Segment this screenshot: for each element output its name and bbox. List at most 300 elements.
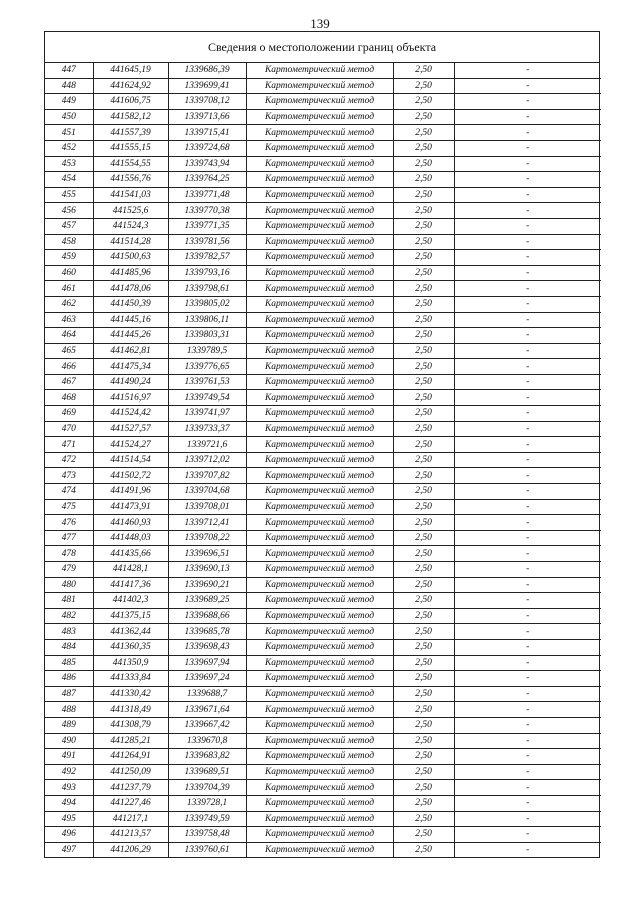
method-cell: Картометрический метод [246, 250, 393, 266]
accuracy-cell: 2,50 [393, 811, 454, 827]
accuracy-cell: 2,50 [393, 374, 454, 390]
accuracy-cell: 2,50 [393, 468, 454, 484]
y-coordinate-cell: 1339715,41 [168, 125, 246, 141]
y-coordinate-cell: 1339764,25 [168, 172, 246, 188]
point-number-cell: 465 [45, 343, 93, 359]
description-cell: - [454, 109, 601, 125]
table-row [45, 78, 601, 94]
y-coordinate-cell: 1339688,7 [168, 686, 246, 702]
x-coordinate-cell: 441227,46 [93, 795, 168, 811]
accuracy-cell: 2,50 [393, 764, 454, 780]
x-coordinate-cell: 441500,63 [93, 250, 168, 266]
method-cell: Картометрический метод [246, 608, 393, 624]
method-cell: Картометрический метод [246, 203, 393, 219]
table-row [45, 281, 601, 297]
x-coordinate-cell: 441554,55 [93, 156, 168, 172]
accuracy-cell: 2,50 [393, 421, 454, 437]
y-coordinate-cell: 1339749,59 [168, 811, 246, 827]
point-number-cell: 461 [45, 281, 93, 297]
method-cell: Картометрический метод [246, 780, 393, 796]
x-coordinate-cell: 441485,96 [93, 265, 168, 281]
table-row [45, 250, 601, 266]
table-row [45, 639, 601, 655]
method-cell: Картометрический метод [246, 125, 393, 141]
method-cell: Картометрический метод [246, 499, 393, 515]
method-cell: Картометрический метод [246, 749, 393, 765]
table-row [45, 655, 601, 671]
y-coordinate-cell: 1339670,8 [168, 733, 246, 749]
description-cell: - [454, 827, 601, 843]
x-coordinate-cell: 441478,06 [93, 281, 168, 297]
point-number-cell: 489 [45, 717, 93, 733]
x-coordinate-cell: 441360,35 [93, 639, 168, 655]
y-coordinate-cell: 1339698,43 [168, 639, 246, 655]
accuracy-cell: 2,50 [393, 203, 454, 219]
accuracy-cell: 2,50 [393, 577, 454, 593]
table-row [45, 593, 601, 609]
table-row [45, 562, 601, 578]
point-number-cell: 488 [45, 702, 93, 718]
description-cell: - [454, 624, 601, 640]
point-number-cell: 469 [45, 406, 93, 422]
point-number-cell: 468 [45, 390, 93, 406]
point-number-cell: 478 [45, 546, 93, 562]
table-row [45, 63, 601, 78]
description-cell: - [454, 406, 601, 422]
point-number-cell: 492 [45, 764, 93, 780]
accuracy-cell: 2,50 [393, 250, 454, 266]
table-row [45, 359, 601, 375]
table-row [45, 234, 601, 250]
description-cell: - [454, 749, 601, 765]
x-coordinate-cell: 441490,24 [93, 374, 168, 390]
method-cell: Картометрический метод [246, 328, 393, 344]
description-cell: - [454, 780, 601, 796]
table-row [45, 452, 601, 468]
table-row [45, 187, 601, 203]
description-cell: - [454, 359, 601, 375]
method-cell: Картометрический метод [246, 234, 393, 250]
accuracy-cell: 2,50 [393, 608, 454, 624]
table-row [45, 624, 601, 640]
y-coordinate-cell: 1339704,39 [168, 780, 246, 796]
x-coordinate-cell: 441514,54 [93, 452, 168, 468]
x-coordinate-cell: 441541,03 [93, 187, 168, 203]
point-number-cell: 454 [45, 172, 93, 188]
x-coordinate-cell: 441460,93 [93, 515, 168, 531]
x-coordinate-cell: 441375,15 [93, 608, 168, 624]
y-coordinate-cell: 1339743,94 [168, 156, 246, 172]
point-number-cell: 464 [45, 328, 93, 344]
accuracy-cell: 2,50 [393, 624, 454, 640]
table-row [45, 795, 601, 811]
x-coordinate-cell: 441417,36 [93, 577, 168, 593]
description-cell: - [454, 374, 601, 390]
table-row [45, 827, 601, 843]
x-coordinate-cell: 441333,84 [93, 671, 168, 687]
method-cell: Картометрический метод [246, 795, 393, 811]
accuracy-cell: 2,50 [393, 484, 454, 500]
method-cell: Картометрический метод [246, 437, 393, 453]
method-cell: Картометрический метод [246, 827, 393, 843]
accuracy-cell: 2,50 [393, 780, 454, 796]
accuracy-cell: 2,50 [393, 406, 454, 422]
point-number-cell: 487 [45, 686, 93, 702]
point-number-cell: 450 [45, 109, 93, 125]
table-row [45, 515, 601, 531]
table-row [45, 94, 601, 110]
method-cell: Картометрический метод [246, 733, 393, 749]
point-number-cell: 495 [45, 811, 93, 827]
coordinates-table [45, 63, 601, 857]
x-coordinate-cell: 441473,91 [93, 499, 168, 515]
method-cell: Картометрический метод [246, 639, 393, 655]
y-coordinate-cell: 1339712,02 [168, 452, 246, 468]
point-number-cell: 491 [45, 749, 93, 765]
method-cell: Картометрический метод [246, 842, 393, 857]
table-row [45, 328, 601, 344]
accuracy-cell: 2,50 [393, 795, 454, 811]
table-row [45, 265, 601, 281]
table-row [45, 499, 601, 515]
description-cell: - [454, 421, 601, 437]
y-coordinate-cell: 1339733,37 [168, 421, 246, 437]
x-coordinate-cell: 441362,44 [93, 624, 168, 640]
accuracy-cell: 2,50 [393, 187, 454, 203]
description-cell: - [454, 312, 601, 328]
page-number: 139 [310, 16, 330, 31]
x-coordinate-cell: 441514,28 [93, 234, 168, 250]
x-coordinate-cell: 441462,81 [93, 343, 168, 359]
description-cell: - [454, 764, 601, 780]
point-number-cell: 484 [45, 639, 93, 655]
method-cell: Картометрический метод [246, 671, 393, 687]
accuracy-cell: 2,50 [393, 530, 454, 546]
accuracy-cell: 2,50 [393, 140, 454, 156]
y-coordinate-cell: 1339685,78 [168, 624, 246, 640]
method-cell: Картометрический метод [246, 577, 393, 593]
y-coordinate-cell: 1339708,12 [168, 94, 246, 110]
description-cell: - [454, 390, 601, 406]
point-number-cell: 473 [45, 468, 93, 484]
description-cell: - [454, 140, 601, 156]
y-coordinate-cell: 1339761,53 [168, 374, 246, 390]
description-cell: - [454, 811, 601, 827]
point-number-cell: 456 [45, 203, 93, 219]
method-cell: Картометрический метод [246, 655, 393, 671]
accuracy-cell: 2,50 [393, 437, 454, 453]
table-row [45, 406, 601, 422]
y-coordinate-cell: 1339805,02 [168, 296, 246, 312]
x-coordinate-cell: 441557,39 [93, 125, 168, 141]
method-cell: Картометрический метод [246, 484, 393, 500]
description-cell: - [454, 499, 601, 515]
x-coordinate-cell: 441491,96 [93, 484, 168, 500]
method-cell: Картометрический метод [246, 811, 393, 827]
accuracy-cell: 2,50 [393, 827, 454, 843]
description-cell: - [454, 639, 601, 655]
accuracy-cell: 2,50 [393, 94, 454, 110]
point-number-cell: 463 [45, 312, 93, 328]
table-row [45, 203, 601, 219]
accuracy-cell: 2,50 [393, 749, 454, 765]
point-number-cell: 481 [45, 593, 93, 609]
description-cell: - [454, 468, 601, 484]
method-cell: Картометрический метод [246, 390, 393, 406]
method-cell: Картометрический метод [246, 562, 393, 578]
table-row [45, 218, 601, 234]
accuracy-cell: 2,50 [393, 515, 454, 531]
table-row [45, 140, 601, 156]
accuracy-cell: 2,50 [393, 671, 454, 687]
description-cell: - [454, 671, 601, 687]
method-cell: Картометрический метод [246, 156, 393, 172]
accuracy-cell: 2,50 [393, 265, 454, 281]
y-coordinate-cell: 1339690,13 [168, 562, 246, 578]
y-coordinate-cell: 1339690,21 [168, 577, 246, 593]
x-coordinate-cell: 441524,27 [93, 437, 168, 453]
accuracy-cell: 2,50 [393, 218, 454, 234]
method-cell: Картометрический метод [246, 296, 393, 312]
accuracy-cell: 2,50 [393, 63, 454, 78]
description-cell: - [454, 296, 601, 312]
description-cell: - [454, 78, 601, 94]
y-coordinate-cell: 1339707,82 [168, 468, 246, 484]
point-number-cell: 496 [45, 827, 93, 843]
section-title: Сведения о местоположении границ объекта [45, 32, 599, 63]
accuracy-cell: 2,50 [393, 359, 454, 375]
y-coordinate-cell: 1339708,01 [168, 499, 246, 515]
method-cell: Картометрический метод [246, 468, 393, 484]
accuracy-cell: 2,50 [393, 343, 454, 359]
x-coordinate-cell: 441250,09 [93, 764, 168, 780]
table-row [45, 374, 601, 390]
description-cell: - [454, 156, 601, 172]
description-cell: - [454, 717, 601, 733]
point-number-cell: 476 [45, 515, 93, 531]
table-row [45, 702, 601, 718]
method-cell: Картометрический метод [246, 109, 393, 125]
accuracy-cell: 2,50 [393, 109, 454, 125]
method-cell: Картометрический метод [246, 78, 393, 94]
x-coordinate-cell: 441217,1 [93, 811, 168, 827]
description-cell: - [454, 187, 601, 203]
description-cell: - [454, 343, 601, 359]
method-cell: Картометрический метод [246, 94, 393, 110]
y-coordinate-cell: 1339689,51 [168, 764, 246, 780]
description-cell: - [454, 702, 601, 718]
y-coordinate-cell: 1339793,16 [168, 265, 246, 281]
accuracy-cell: 2,50 [393, 452, 454, 468]
point-number-cell: 479 [45, 562, 93, 578]
x-coordinate-cell: 441435,66 [93, 546, 168, 562]
x-coordinate-cell: 441264,91 [93, 749, 168, 765]
x-coordinate-cell: 441285,21 [93, 733, 168, 749]
description-cell: - [454, 562, 601, 578]
description-cell: - [454, 795, 601, 811]
method-cell: Картометрический метод [246, 686, 393, 702]
y-coordinate-cell: 1339713,66 [168, 109, 246, 125]
method-cell: Картометрический метод [246, 265, 393, 281]
method-cell: Картометрический метод [246, 624, 393, 640]
table-row [45, 546, 601, 562]
x-coordinate-cell: 441582,12 [93, 109, 168, 125]
method-cell: Картометрический метод [246, 530, 393, 546]
x-coordinate-cell: 441206,29 [93, 842, 168, 857]
y-coordinate-cell: 1339689,25 [168, 593, 246, 609]
y-coordinate-cell: 1339671,64 [168, 702, 246, 718]
y-coordinate-cell: 1339798,61 [168, 281, 246, 297]
method-cell: Картометрический метод [246, 406, 393, 422]
y-coordinate-cell: 1339708,22 [168, 530, 246, 546]
point-number-cell: 485 [45, 655, 93, 671]
table-row [45, 671, 601, 687]
description-cell: - [454, 265, 601, 281]
table-row [45, 530, 601, 546]
method-cell: Картометрический метод [246, 717, 393, 733]
point-number-cell: 452 [45, 140, 93, 156]
accuracy-cell: 2,50 [393, 390, 454, 406]
y-coordinate-cell: 1339688,66 [168, 608, 246, 624]
method-cell: Картометрический метод [246, 218, 393, 234]
accuracy-cell: 2,50 [393, 842, 454, 857]
description-cell: - [454, 437, 601, 453]
table-row [45, 608, 601, 624]
x-coordinate-cell: 441645,19 [93, 63, 168, 78]
method-cell: Картометрический метод [246, 281, 393, 297]
accuracy-cell: 2,50 [393, 125, 454, 141]
point-number-cell: 459 [45, 250, 93, 266]
point-number-cell: 467 [45, 374, 93, 390]
description-cell: - [454, 281, 601, 297]
y-coordinate-cell: 1339776,65 [168, 359, 246, 375]
x-coordinate-cell: 441525,6 [93, 203, 168, 219]
y-coordinate-cell: 1339728,1 [168, 795, 246, 811]
y-coordinate-cell: 1339724,68 [168, 140, 246, 156]
accuracy-cell: 2,50 [393, 686, 454, 702]
y-coordinate-cell: 1339806,11 [168, 312, 246, 328]
method-cell: Картометрический метод [246, 172, 393, 188]
y-coordinate-cell: 1339721,6 [168, 437, 246, 453]
table-row [45, 172, 601, 188]
point-number-cell: 475 [45, 499, 93, 515]
table-row [45, 125, 601, 141]
y-coordinate-cell: 1339803,31 [168, 328, 246, 344]
point-number-cell: 453 [45, 156, 93, 172]
x-coordinate-cell: 441450,39 [93, 296, 168, 312]
y-coordinate-cell: 1339683,82 [168, 749, 246, 765]
x-coordinate-cell: 441350,9 [93, 655, 168, 671]
table-row [45, 109, 601, 125]
x-coordinate-cell: 441237,79 [93, 780, 168, 796]
point-number-cell: 451 [45, 125, 93, 141]
accuracy-cell: 2,50 [393, 593, 454, 609]
x-coordinate-cell: 441527,57 [93, 421, 168, 437]
y-coordinate-cell: 1339712,41 [168, 515, 246, 531]
accuracy-cell: 2,50 [393, 156, 454, 172]
point-number-cell: 455 [45, 187, 93, 203]
description-cell: - [454, 250, 601, 266]
table-row [45, 842, 601, 857]
accuracy-cell: 2,50 [393, 562, 454, 578]
table-row [45, 717, 601, 733]
description-cell: - [454, 452, 601, 468]
x-coordinate-cell: 441524,42 [93, 406, 168, 422]
y-coordinate-cell: 1339770,38 [168, 203, 246, 219]
y-coordinate-cell: 1339781,56 [168, 234, 246, 250]
description-cell: - [454, 733, 601, 749]
x-coordinate-cell: 441330,42 [93, 686, 168, 702]
point-number-cell: 457 [45, 218, 93, 234]
x-coordinate-cell: 441318,49 [93, 702, 168, 718]
description-cell: - [454, 608, 601, 624]
method-cell: Картометрический метод [246, 63, 393, 78]
accuracy-cell: 2,50 [393, 717, 454, 733]
table-row [45, 733, 601, 749]
description-cell: - [454, 577, 601, 593]
y-coordinate-cell: 1339789,5 [168, 343, 246, 359]
description-cell: - [454, 63, 601, 78]
method-cell: Картометрический метод [246, 312, 393, 328]
table-row [45, 484, 601, 500]
point-number-cell: 493 [45, 780, 93, 796]
accuracy-cell: 2,50 [393, 639, 454, 655]
y-coordinate-cell: 1339771,48 [168, 187, 246, 203]
description-cell: - [454, 234, 601, 250]
accuracy-cell: 2,50 [393, 655, 454, 671]
x-coordinate-cell: 441445,16 [93, 312, 168, 328]
y-coordinate-cell: 1339749,54 [168, 390, 246, 406]
y-coordinate-cell: 1339697,94 [168, 655, 246, 671]
x-coordinate-cell: 441448,03 [93, 530, 168, 546]
x-coordinate-cell: 441308,79 [93, 717, 168, 733]
y-coordinate-cell: 1339760,61 [168, 842, 246, 857]
y-coordinate-cell: 1339699,41 [168, 78, 246, 94]
description-cell: - [454, 546, 601, 562]
y-coordinate-cell: 1339741,97 [168, 406, 246, 422]
point-number-cell: 494 [45, 795, 93, 811]
point-number-cell: 448 [45, 78, 93, 94]
accuracy-cell: 2,50 [393, 234, 454, 250]
point-number-cell: 466 [45, 359, 93, 375]
table-row [45, 312, 601, 328]
x-coordinate-cell: 441516,97 [93, 390, 168, 406]
description-cell: - [454, 530, 601, 546]
y-coordinate-cell: 1339686,39 [168, 63, 246, 78]
point-number-cell: 458 [45, 234, 93, 250]
point-number-cell: 477 [45, 530, 93, 546]
y-coordinate-cell: 1339704,68 [168, 484, 246, 500]
y-coordinate-cell: 1339696,51 [168, 546, 246, 562]
description-cell: - [454, 125, 601, 141]
coordinates-table-frame [44, 31, 600, 858]
method-cell: Картометрический метод [246, 546, 393, 562]
x-coordinate-cell: 441555,15 [93, 140, 168, 156]
table-row [45, 390, 601, 406]
description-cell: - [454, 842, 601, 857]
method-cell: Картометрический метод [246, 374, 393, 390]
x-coordinate-cell: 441556,76 [93, 172, 168, 188]
accuracy-cell: 2,50 [393, 328, 454, 344]
point-number-cell: 497 [45, 842, 93, 857]
accuracy-cell: 2,50 [393, 78, 454, 94]
y-coordinate-cell: 1339667,42 [168, 717, 246, 733]
y-coordinate-cell: 1339697,24 [168, 671, 246, 687]
accuracy-cell: 2,50 [393, 312, 454, 328]
method-cell: Картометрический метод [246, 343, 393, 359]
description-cell: - [454, 515, 601, 531]
point-number-cell: 471 [45, 437, 93, 453]
